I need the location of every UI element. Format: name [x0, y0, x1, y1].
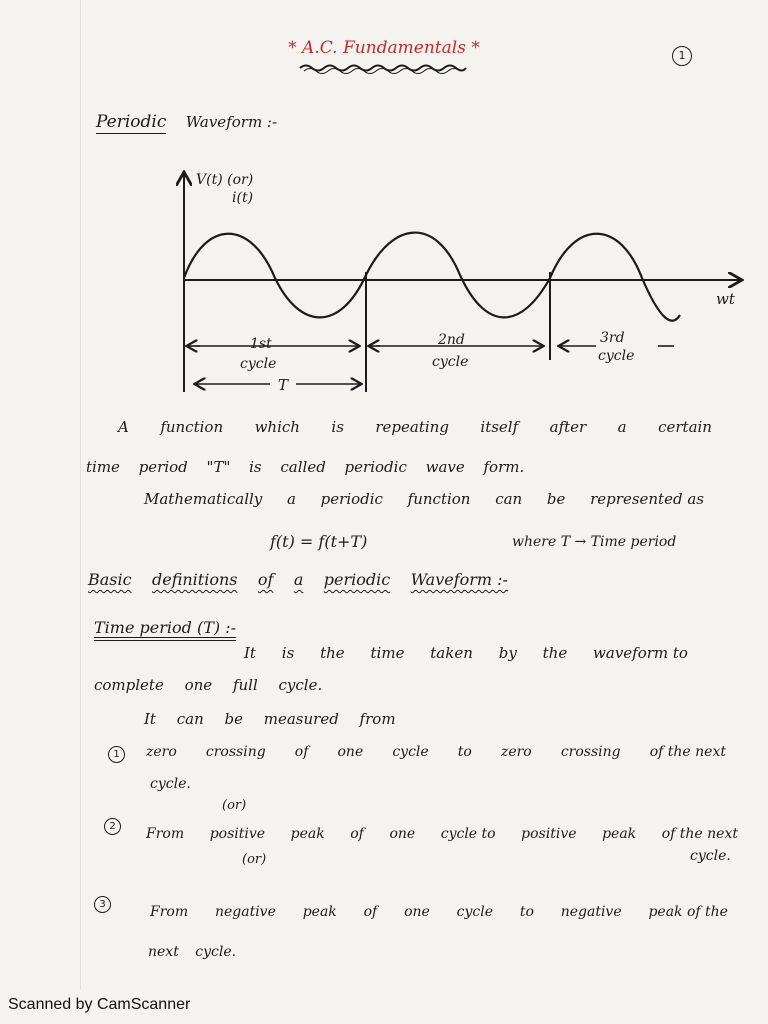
item-number-2: 2 [104, 818, 121, 835]
scanner-watermark: Scanned by CamScanner [8, 996, 191, 1013]
page-title: * A.C. Fundamentals * [288, 38, 480, 58]
definition-line-1: A function which is repeating itself after a certain [118, 418, 712, 436]
page-number: 1 [672, 46, 692, 66]
item-3-line-1: From negative peak of one cycle to negative peak of the [150, 904, 728, 920]
formula-note: where T → Time period [512, 534, 677, 550]
period-label: T [278, 376, 289, 394]
basic-definitions-heading: Basic definitions of a periodic Waveform :- [88, 570, 508, 589]
time-period-line-2: complete one full cycle. [94, 676, 323, 694]
definition-line-2: time period "T" is called periodic wave form. [86, 458, 525, 476]
periodic-waveform-graph [0, 160, 768, 400]
cycle3-word: cycle [598, 348, 635, 364]
x-axis-label: wt [716, 290, 735, 308]
y-axis-label-top: V(t) (or) [196, 172, 254, 188]
item-2-line-2: cycle. [690, 848, 731, 864]
heading-word-periodic: Periodic [96, 112, 167, 132]
item-1-line-1: zero crossing of one cycle to zero crossing of the next [146, 744, 726, 760]
cycle2-label: 2nd [438, 332, 465, 348]
definition-line-3: Mathematically a periodic function can be represented as [144, 490, 704, 508]
item-1-line-2: cycle. [150, 776, 191, 792]
cycle1-word: cycle [240, 356, 277, 372]
cycle3-label: 3rd [600, 330, 625, 346]
heading-word-waveform: Waveform :- [185, 113, 278, 131]
time-period-heading: Time period (T) :- [94, 618, 236, 637]
periodic-formula: f(t) = f(t+T) [270, 532, 368, 551]
or-label-1: (or) [222, 798, 247, 813]
item-3-line-2: next cycle. [148, 944, 237, 960]
title-wavy-underline [298, 62, 468, 74]
sine-wave [184, 233, 680, 321]
cycle1-label: 1st [250, 336, 272, 352]
margin-line [80, 0, 81, 990]
item-number-3: 3 [94, 896, 111, 913]
periodic-waveform-heading [96, 112, 277, 132]
or-label-2: (or) [242, 852, 267, 867]
item-2-line-1: From positive peak of one cycle to positive peak of the next [146, 826, 738, 842]
time-period-line-3: It can be measured from [144, 710, 396, 728]
item-number-1: 1 [108, 746, 125, 763]
y-axis-label-bottom: i(t) [232, 190, 254, 206]
time-period-line-1: It is the time taken by the waveform to [244, 644, 688, 662]
cycle2-word: cycle [432, 354, 469, 370]
